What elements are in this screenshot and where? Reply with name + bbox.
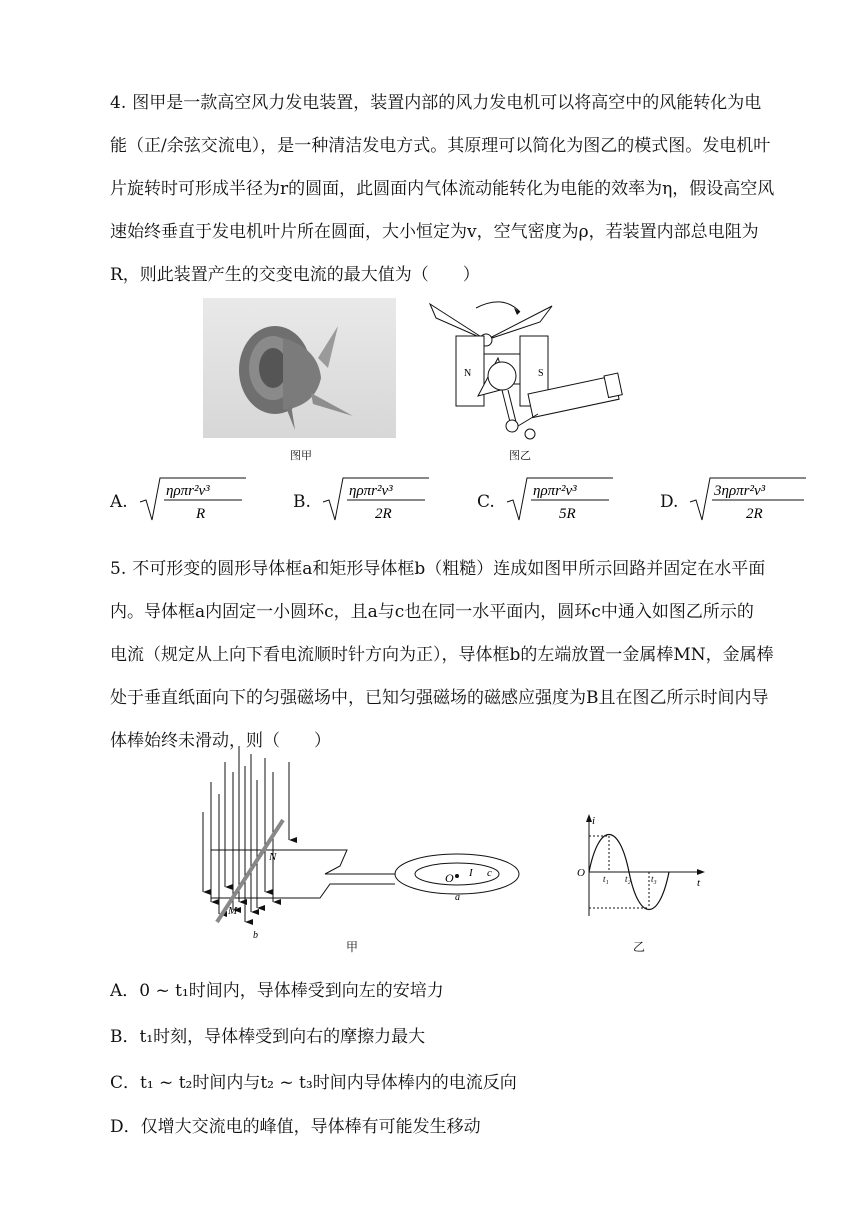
label-n: N bbox=[269, 851, 277, 863]
figure-4b-caption: 图乙 bbox=[509, 449, 531, 462]
question-5-line-5: 体棒始终未滑动，则（ ） bbox=[110, 731, 331, 751]
option-4b-numerator: ηρπr²v³ bbox=[349, 483, 393, 499]
option-4c-denominator: 5R bbox=[559, 506, 576, 522]
figure-5b-caption: 乙 bbox=[633, 940, 646, 954]
graph-t3-label: t₃ bbox=[651, 874, 657, 884]
graph-t2-label: t₂ bbox=[625, 874, 631, 884]
question-4-line-3: 片旋转时可形成半径为r的圆面，此圆面内气体流动能转化为电能的效率为η，假设高空风 bbox=[110, 179, 775, 199]
option-4c-numerator: ηρπr²v³ bbox=[533, 483, 577, 499]
option-4b-denominator: 2R bbox=[375, 506, 392, 522]
question-5-text bbox=[110, 548, 800, 763]
option-5c[interactable]: C．t₁ ~ t₂时间内与t₂ ~ t₃时间内导体棒内的电流反向 bbox=[110, 1073, 517, 1093]
wind-generator-photo bbox=[203, 298, 396, 438]
question-5-line-2: 内。导体框a内固定一小圆环c，且a与c也在同一水平面内，圆环c中通入如图乙所示的 bbox=[110, 602, 754, 622]
label-a: a bbox=[455, 892, 460, 903]
question-4-line-1: 4. 图甲是一款高空风力发电装置，装置内部的风力发电机可以将高空中的风能转化为电 bbox=[110, 93, 762, 113]
option-4d-label: D. bbox=[660, 492, 679, 512]
option-4c-label: C. bbox=[477, 492, 495, 512]
label-o: O bbox=[445, 871, 454, 885]
option-4a-label: A. bbox=[110, 492, 128, 512]
label-b: b bbox=[253, 930, 258, 941]
option-5d[interactable]: D．仅增大交流电的峰值，导体棒有可能发生移动 bbox=[110, 1117, 481, 1137]
question-4-line-2: 能（正/余弦交流电），是一种清洁发电方式。其原理可以简化为图乙的模式图。发电机叶 bbox=[110, 136, 771, 156]
question-5-line-1: 5. 不可形变的圆形导体框a和矩形导体框b（粗糙）连成如图甲所示回路并固定在水平面 bbox=[110, 559, 766, 579]
magnet-s-label: S bbox=[538, 368, 544, 379]
label-m: M bbox=[228, 905, 238, 917]
option-5a[interactable]: A．0 ~ t₁时间内，导体棒受到向左的安培力 bbox=[110, 981, 444, 1001]
question-4-line-5: R，则此装置产生的交变电流的最大值为（ ） bbox=[110, 265, 480, 285]
option-4a-denominator: R bbox=[196, 506, 206, 522]
label-c: c bbox=[487, 867, 492, 879]
option-4a-numerator: ηρπr²v³ bbox=[166, 483, 210, 499]
option-4d-numerator: 3ηρπr²v³ bbox=[714, 483, 766, 499]
option-4d-denominator: 2R bbox=[746, 506, 763, 522]
circuit-diagram bbox=[195, 742, 535, 942]
question-5-number: 5. bbox=[110, 559, 127, 579]
graph-t-label: t bbox=[697, 877, 701, 889]
figure-5a-caption: 甲 bbox=[346, 940, 359, 954]
generator-schematic bbox=[428, 296, 628, 446]
question-4-number: 4. bbox=[110, 93, 127, 113]
question-5-line-4: 处于垂直纸面向下的匀强磁场中，已知匀强磁场的磁感应强度为B且在图乙所示时间内导 bbox=[110, 688, 769, 708]
graph-t1-label: t₁ bbox=[603, 874, 609, 884]
graph-i-label: i bbox=[592, 815, 596, 827]
current-time-graph bbox=[575, 812, 705, 922]
figure-4a-caption: 图甲 bbox=[290, 449, 312, 462]
magnet-n-label: N bbox=[464, 368, 472, 379]
question-5-line-3: 电流（规定从上向下看电流顺时针方向为正），导体框b的左端放置一金属棒MN，金属棒 bbox=[110, 645, 774, 665]
label-i: I bbox=[469, 867, 473, 879]
question-4-line-4: 速始终垂直于发电机叶片所在圆面，大小恒定为v，空气密度为ρ，若装置内部总电阻为 bbox=[110, 222, 759, 242]
question-4-text bbox=[110, 82, 800, 297]
option-5b[interactable]: B．t₁时刻，导体棒受到向右的摩擦力最大 bbox=[110, 1027, 426, 1047]
graph-o-label: O bbox=[577, 867, 585, 879]
option-4b-label: B. bbox=[293, 492, 311, 512]
